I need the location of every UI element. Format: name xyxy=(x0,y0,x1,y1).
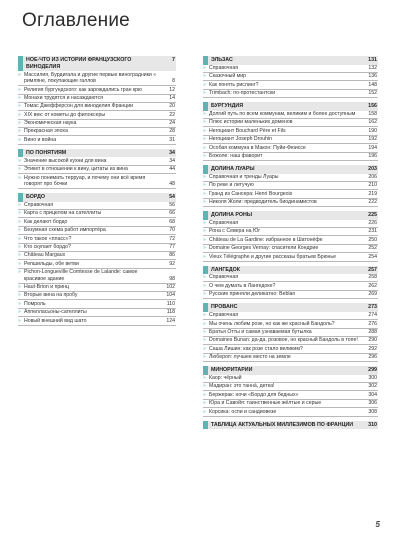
toc-entry-text: Николя Жоли: предводитель биодинамистов xyxy=(209,199,317,206)
toc-entry-page: 148 xyxy=(368,81,377,88)
toc-entry-page: 12 xyxy=(169,86,175,93)
toc-entry[interactable] xyxy=(203,153,378,161)
section-page-number: 131 xyxy=(368,57,377,63)
bullet-arrow-icon: » xyxy=(18,252,21,259)
toc-entry-page: 92 xyxy=(169,260,175,267)
toc-entry-page: 22 xyxy=(169,111,175,118)
section-page-number: 257 xyxy=(368,266,377,273)
toc-entry[interactable] xyxy=(203,391,378,399)
bullet-arrow-icon: » xyxy=(203,127,206,134)
section-page-number: 203 xyxy=(368,165,377,172)
toc-entry-page: 72 xyxy=(169,235,175,242)
bullet-arrow-icon: » xyxy=(203,274,206,281)
toc-entry-page: 8 xyxy=(172,78,175,85)
section-page-number: 273 xyxy=(368,304,377,311)
toc-section xyxy=(203,266,378,300)
toc-entry[interactable] xyxy=(203,136,378,144)
toc-entry-page: 31 xyxy=(169,136,175,143)
toc-entry-text: О чем думать в Лангедоке? xyxy=(209,282,276,289)
toc-entry[interactable] xyxy=(18,202,176,210)
toc-entry-text: Русские приняли деликатно: Beblan xyxy=(209,291,296,298)
toc-entry-text: Что такое «пласс»? xyxy=(24,235,72,242)
toc-entry-page: 292 xyxy=(368,345,377,352)
toc-entry-page: 231 xyxy=(368,228,377,235)
section-heading-text: ЭЛЬЗАС xyxy=(211,57,233,63)
bullet-arrow-icon: » xyxy=(203,320,206,327)
bullet-arrow-icon: » xyxy=(18,128,21,135)
section-heading[interactable] xyxy=(203,266,378,275)
toc-entry-page: 296 xyxy=(368,354,377,361)
toc-entry-text: Негоциант Bouchard Père et Fils xyxy=(209,127,286,134)
toc-entry-text: Нужно понимать терруар, и почему они всё время говорят про бочки xyxy=(24,174,146,188)
section-heading[interactable] xyxy=(203,56,378,65)
bullet-arrow-icon: » xyxy=(18,120,21,127)
toc-section xyxy=(18,193,176,325)
toc-section xyxy=(203,165,378,207)
section-heading[interactable] xyxy=(203,102,378,111)
toc-entry-text: Томас Джефферсон для виноделия Франции xyxy=(24,103,134,110)
toc-entry-page: 70 xyxy=(169,227,175,234)
bullet-arrow-icon: » xyxy=(203,253,206,260)
section-page-number: 310 xyxy=(368,421,377,428)
toc-entry[interactable] xyxy=(18,260,176,268)
bullet-arrow-icon: » xyxy=(203,391,206,398)
toc-entry[interactable] xyxy=(203,274,378,282)
bullet-arrow-icon: » xyxy=(18,235,21,242)
bullet-arrow-icon: » xyxy=(203,408,206,415)
toc-entry-page: 300 xyxy=(368,375,377,382)
section-page-number: 34 xyxy=(169,149,175,156)
toc-entry[interactable] xyxy=(203,291,378,299)
toc-entry-text: Каор: чёрный xyxy=(209,375,242,382)
toc-entry[interactable] xyxy=(18,103,176,111)
bullet-arrow-icon: » xyxy=(203,111,206,118)
toc-entry-page: 308 xyxy=(368,408,377,415)
bullet-arrow-icon: » xyxy=(203,383,206,390)
bullet-arrow-icon: » xyxy=(203,236,206,243)
left-toc-column xyxy=(18,56,176,330)
toc-entry-page: 86 xyxy=(169,252,175,259)
toc-entry[interactable] xyxy=(18,95,176,103)
toc-section xyxy=(203,366,378,416)
bullet-arrow-icon: » xyxy=(18,103,21,110)
toc-entry[interactable] xyxy=(18,136,176,144)
section-heading-text: ПРОВАНС xyxy=(211,304,238,311)
toc-entry-page: 190 xyxy=(368,127,377,134)
toc-entry[interactable] xyxy=(203,182,378,190)
bullet-arrow-icon: » xyxy=(203,199,206,206)
toc-entry[interactable] xyxy=(18,292,176,300)
toc-entry-page: 66 xyxy=(169,210,175,217)
toc-entry[interactable] xyxy=(203,90,378,98)
toc-entry[interactable] xyxy=(18,86,176,94)
toc-entry-text: Справочная xyxy=(209,274,239,281)
toc-entry-page: 158 xyxy=(368,111,377,118)
bullet-arrow-icon: » xyxy=(18,269,21,276)
toc-section xyxy=(203,211,378,261)
toc-section xyxy=(203,421,378,430)
bullet-arrow-icon: » xyxy=(203,190,206,197)
toc-entry-page: 48 xyxy=(169,181,175,188)
toc-entry[interactable] xyxy=(18,71,176,86)
toc-entry-text: Значение высокой кухни для вина xyxy=(24,157,107,164)
page-number: 5 xyxy=(375,520,380,529)
bullet-arrow-icon: » xyxy=(203,291,206,298)
bullet-arrow-icon: » xyxy=(203,136,206,143)
toc-entry-text: Аппелласьоны-сателлиты xyxy=(24,309,87,316)
section-heading[interactable] xyxy=(18,56,176,71)
toc-entry-page: 250 xyxy=(368,236,377,243)
toc-entry-text: Братья Отты и самая узнаваемая бутылка xyxy=(209,328,312,335)
bullet-arrow-icon: » xyxy=(203,182,206,189)
toc-entry-page: 136 xyxy=(368,73,377,80)
bullet-arrow-icon: » xyxy=(203,220,206,227)
toc-entry-text: Новый внешний вид шато xyxy=(24,317,87,324)
section-page-number: 225 xyxy=(368,212,377,219)
bullet-arrow-icon: » xyxy=(203,375,206,382)
bullet-arrow-icon: » xyxy=(18,300,21,307)
toc-section xyxy=(203,102,378,161)
toc-entry-text: Долгий путь по всем коммунам, великим и более доступным xyxy=(209,111,356,118)
toc-entry[interactable] xyxy=(203,73,378,81)
toc-entry-text: Рона с Севера на Юг xyxy=(209,228,261,235)
toc-entry[interactable] xyxy=(18,300,176,308)
toc-entry-page: 258 xyxy=(368,274,377,281)
toc-entry[interactable] xyxy=(203,81,378,89)
section-heading-text: ТАБЛИЦА АКТУАЛЬНЫХ МИЛЛЕЗИМОВ ПО ФРАНЦИИ xyxy=(211,421,354,428)
toc-entry-text: Вино и война xyxy=(24,136,57,143)
toc-entry-text: Вторые вина на пробу xyxy=(24,292,78,299)
bullet-arrow-icon: » xyxy=(203,90,206,97)
toc-entry-page: 226 xyxy=(368,220,377,227)
section-page-number: 299 xyxy=(368,367,377,374)
toc-section xyxy=(18,149,176,189)
toc-entry-page: 34 xyxy=(169,157,175,164)
toc-entry-text: Юра и Савойя: таинственные жёлтые и серые xyxy=(209,400,322,407)
toc-entry-page: 192 xyxy=(368,136,377,143)
toc-entry[interactable] xyxy=(18,227,176,235)
toc-entry[interactable] xyxy=(18,235,176,243)
toc-entry-page: 274 xyxy=(368,312,377,319)
toc-entry[interactable] xyxy=(203,337,378,345)
section-heading[interactable] xyxy=(203,211,378,220)
toc-entry[interactable] xyxy=(203,220,378,228)
toc-entry[interactable] xyxy=(203,354,378,362)
bullet-arrow-icon: » xyxy=(203,400,206,407)
section-heading[interactable] xyxy=(203,366,378,375)
toc-section xyxy=(203,303,378,362)
toc-entry-text: Сказочный мир xyxy=(209,73,247,80)
toc-entry-page: 262 xyxy=(368,282,377,289)
toc-entry-page: 132 xyxy=(368,64,377,71)
bullet-arrow-icon: » xyxy=(203,354,206,361)
bullet-arrow-icon: » xyxy=(203,337,206,344)
toc-entry[interactable] xyxy=(18,128,176,136)
toc-entry-text: Корсика: оспи и сандиовезе xyxy=(209,408,277,415)
toc-entry-text: Как делают бордо xyxy=(24,218,68,225)
toc-entry[interactable] xyxy=(203,345,378,353)
toc-entry[interactable] xyxy=(203,282,378,290)
toc-entry-page: 304 xyxy=(368,391,377,398)
section-heading-text: НОЕ-ЧТО ИЗ ИСТОРИИ ФРАНЦУЗСКОГО ВИНОДЕЛИЯ xyxy=(26,57,132,70)
section-page-number: 54 xyxy=(169,194,175,201)
toc-entry[interactable] xyxy=(18,111,176,119)
toc-entry-page: 20 xyxy=(169,103,175,110)
toc-entry-page: 276 xyxy=(368,320,377,327)
bullet-arrow-icon: » xyxy=(203,245,206,252)
bullet-arrow-icon: » xyxy=(203,173,206,180)
toc-entry-text: По реке и летучую xyxy=(209,182,254,189)
toc-entry[interactable] xyxy=(203,127,378,135)
toc-entry[interactable] xyxy=(18,210,176,218)
bullet-arrow-icon: » xyxy=(203,119,206,126)
bullet-arrow-icon: » xyxy=(18,86,21,93)
toc-section xyxy=(18,56,176,145)
bullet-arrow-icon: » xyxy=(18,284,21,291)
section-page-number: 7 xyxy=(172,57,175,63)
toc-entry[interactable] xyxy=(18,244,176,252)
toc-entry-page: 28 xyxy=(169,128,175,135)
toc-entry-text: Карта с прицелом на сателлиты xyxy=(24,210,102,217)
toc-entry[interactable] xyxy=(203,199,378,207)
toc-entry[interactable] xyxy=(18,157,176,165)
toc-entry-page: 102 xyxy=(166,284,175,291)
bullet-arrow-icon: » xyxy=(18,227,21,234)
toc-entry-text: Château Margaux xyxy=(24,252,66,259)
toc-entry[interactable] xyxy=(18,317,176,325)
bullet-arrow-icon: » xyxy=(18,243,21,250)
toc-entry-text: Этикет в отношении к вину, цитаты из вина xyxy=(24,166,128,173)
toc-entry-page: 118 xyxy=(166,309,175,316)
bullet-arrow-icon: » xyxy=(18,94,21,101)
toc-section xyxy=(203,56,378,98)
toc-entry[interactable] xyxy=(203,190,378,198)
toc-entry-text: Прекрасная эпоха xyxy=(24,128,68,135)
section-heading-text: ДОЛИНА РОНЫ xyxy=(211,212,253,219)
toc-entry-text: Кто скупает бордо? xyxy=(24,243,71,250)
toc-entry-page: 56 xyxy=(169,202,175,209)
toc-entry-page: 302 xyxy=(368,383,377,390)
toc-entry-text: Массилия, Бурдигала и другие первые виноградники « римляне, покупающие галлов xyxy=(24,71,157,85)
bullet-arrow-icon: » xyxy=(203,312,206,319)
section-heading[interactable] xyxy=(18,149,176,158)
bullet-arrow-icon: » xyxy=(18,166,21,173)
bullet-arrow-icon: » xyxy=(18,111,21,118)
toc-entry-text: XIX век: от кометы до филоксеры xyxy=(24,111,106,118)
toc-entry-text: Domaines Bunan: да-да, розовое, но красный Бандоль в топе! xyxy=(209,337,358,344)
bullet-arrow-icon: » xyxy=(203,73,206,80)
bullet-arrow-icon: » xyxy=(203,64,206,71)
toc-entry-page: 254 xyxy=(368,253,377,260)
toc-entry-text: Справочная и тренды Луары xyxy=(209,173,279,180)
bullet-arrow-icon: » xyxy=(18,136,21,143)
toc-entry-text: Trimbach: по-протестантски xyxy=(209,90,276,97)
toc-entry-text: Как понять рислинг? xyxy=(209,81,259,88)
bullet-arrow-icon: » xyxy=(18,174,21,181)
toc-entry-page: 194 xyxy=(368,144,377,151)
toc-entry-page: 68 xyxy=(169,218,175,225)
toc-entry-page: 219 xyxy=(368,190,377,197)
section-heading-text: БОРДО xyxy=(26,194,46,201)
section-heading-text: ПО ПОНЯТИЯМ xyxy=(26,149,67,156)
section-heading-text: ЛАНГЕДОК xyxy=(211,266,241,273)
toc-entry[interactable] xyxy=(203,65,378,73)
toc-entry-page: 288 xyxy=(368,328,377,335)
toc-entry-page: 104 xyxy=(166,292,175,299)
bullet-arrow-icon: » xyxy=(18,157,21,164)
toc-entry[interactable] xyxy=(203,111,378,119)
toc-entry-text: Гранд из Сансера: Henri Bourgeois xyxy=(209,190,293,197)
toc-entry-text: Domaine Georges Vernay: спасители Кондрие xyxy=(209,245,319,252)
toc-entry[interactable] xyxy=(203,236,378,244)
toc-entry-text: Монахи трудятся и насаждаются xyxy=(24,94,104,101)
toc-entry-page: 290 xyxy=(368,337,377,344)
bullet-arrow-icon: » xyxy=(18,260,21,267)
toc-entry-text: Château de La Gardine: избранное в Шатонёфе xyxy=(209,236,323,243)
toc-entry-text: Саша Лишин: как розе стало великим? xyxy=(209,345,303,352)
toc-entry-page: 252 xyxy=(368,245,377,252)
bullet-arrow-icon: » xyxy=(203,282,206,289)
toc-entry-text: Особая коммуна в Макон: Пуйи-Фюиссе xyxy=(209,144,306,151)
toc-entry-text: Бержерак: ночи «Бордо для бедных» xyxy=(209,391,299,398)
toc-entry-page: 98 xyxy=(169,275,175,282)
toc-entry-text: Мы очень любим розе, но как же красный Бандоль? xyxy=(209,320,335,327)
toc-entry[interactable] xyxy=(203,408,378,416)
toc-entry-text: Религия бургундского: как зарождались гран крю xyxy=(24,86,142,93)
toc-entry[interactable] xyxy=(18,284,176,292)
toc-entry-page: 14 xyxy=(169,94,175,101)
toc-entry[interactable] xyxy=(203,144,378,152)
toc-entry[interactable] xyxy=(203,329,378,337)
toc-entry-text: Помроль xyxy=(24,300,46,307)
toc-entry-page: 210 xyxy=(368,182,377,189)
toc-entry-text: Репшильды, обе ветви xyxy=(24,260,79,267)
toc-entry-page: 162 xyxy=(368,119,377,126)
bullet-arrow-icon: » xyxy=(203,144,206,151)
toc-entry[interactable] xyxy=(203,383,378,391)
toc-entry[interactable] xyxy=(203,119,378,127)
bullet-arrow-icon: » xyxy=(18,317,21,324)
toc-entry[interactable] xyxy=(203,375,378,383)
toc-entry-page: 206 xyxy=(368,173,377,180)
toc-entry[interactable] xyxy=(18,120,176,128)
section-heading[interactable] xyxy=(203,303,378,312)
bullet-arrow-icon: » xyxy=(203,345,206,352)
toc-entry-text: Плюс истории маленьких доменов xyxy=(209,119,293,126)
bullet-arrow-icon: » xyxy=(18,309,21,316)
toc-entry-page: 269 xyxy=(368,291,377,298)
toc-entry-text: Любероп: лучшее место на земле xyxy=(209,354,291,361)
section-heading[interactable] xyxy=(203,421,378,430)
section-heading-text: ДОЛИНА ЛУАРЫ xyxy=(211,165,255,172)
toc-entry-text: Vieux Télégraphe и другие рассказы братьев Брюнье xyxy=(209,253,336,260)
toc-entry-page: 306 xyxy=(368,400,377,407)
page-title: Оглавление xyxy=(22,10,130,31)
section-heading-text: МИНОРИТАРИИ xyxy=(211,367,253,374)
toc-entry[interactable] xyxy=(203,174,378,182)
toc-entry-page: 222 xyxy=(368,199,377,206)
bullet-arrow-icon: » xyxy=(18,202,21,209)
toc-entry-text: Pichon-Longueville Comtesse de Lalande: самое красивое здание xyxy=(24,269,138,282)
toc-entry[interactable] xyxy=(203,245,378,253)
bullet-arrow-icon: » xyxy=(203,81,206,88)
toc-entry-page: 152 xyxy=(368,90,377,97)
toc-entry[interactable] xyxy=(18,309,176,317)
toc-entry-page: 24 xyxy=(169,120,175,127)
toc-entry-text: Безумная схема работ импортёра xyxy=(24,227,106,234)
right-toc-column xyxy=(203,56,378,433)
toc-entry[interactable] xyxy=(203,320,378,328)
bullet-arrow-icon: » xyxy=(18,292,21,299)
bullet-arrow-icon: » xyxy=(203,228,206,235)
toc-entry-text: Негоциант Joseph Drouhin xyxy=(209,136,273,143)
section-heading-text: БУРГУНДИЯ xyxy=(211,103,244,110)
toc-entry[interactable] xyxy=(203,228,378,236)
bullet-arrow-icon: » xyxy=(203,328,206,335)
section-heading[interactable] xyxy=(18,193,176,202)
toc-entry-page: 196 xyxy=(368,152,377,159)
toc-entry[interactable] xyxy=(203,312,378,320)
toc-entry-text: Справочная xyxy=(24,202,54,209)
toc-entry-text: Экономическая наука xyxy=(24,120,77,127)
toc-entry-page: 110 xyxy=(166,300,175,307)
toc-entry-page: 124 xyxy=(166,317,175,324)
section-page-number: 156 xyxy=(368,103,377,110)
toc-entry-text: Божоле: наш фаворит xyxy=(209,152,263,159)
toc-entry-page: 77 xyxy=(169,243,175,250)
toc-entry[interactable] xyxy=(18,252,176,260)
toc-entry[interactable] xyxy=(203,400,378,408)
toc-entry-text: Справочная xyxy=(209,312,239,319)
section-heading[interactable] xyxy=(203,165,378,174)
bullet-arrow-icon: » xyxy=(18,71,21,78)
toc-entry-page: 44 xyxy=(169,166,175,173)
toc-entry[interactable] xyxy=(203,253,378,261)
bullet-arrow-icon: » xyxy=(203,152,206,159)
bullet-arrow-icon: » xyxy=(18,210,21,217)
toc-entry[interactable] xyxy=(18,166,176,174)
bullet-arrow-icon: » xyxy=(18,218,21,225)
toc-entry-text: Справочная xyxy=(209,220,239,227)
toc-entry[interactable] xyxy=(18,174,176,189)
toc-entry-text: Мадиран: это таннá, детка! xyxy=(209,383,275,390)
toc-entry-text: Haut-Brion и принц xyxy=(24,284,70,291)
toc-entry[interactable] xyxy=(18,269,176,284)
toc-entry-text: Справочная xyxy=(209,64,239,71)
toc-entry[interactable] xyxy=(18,218,176,226)
